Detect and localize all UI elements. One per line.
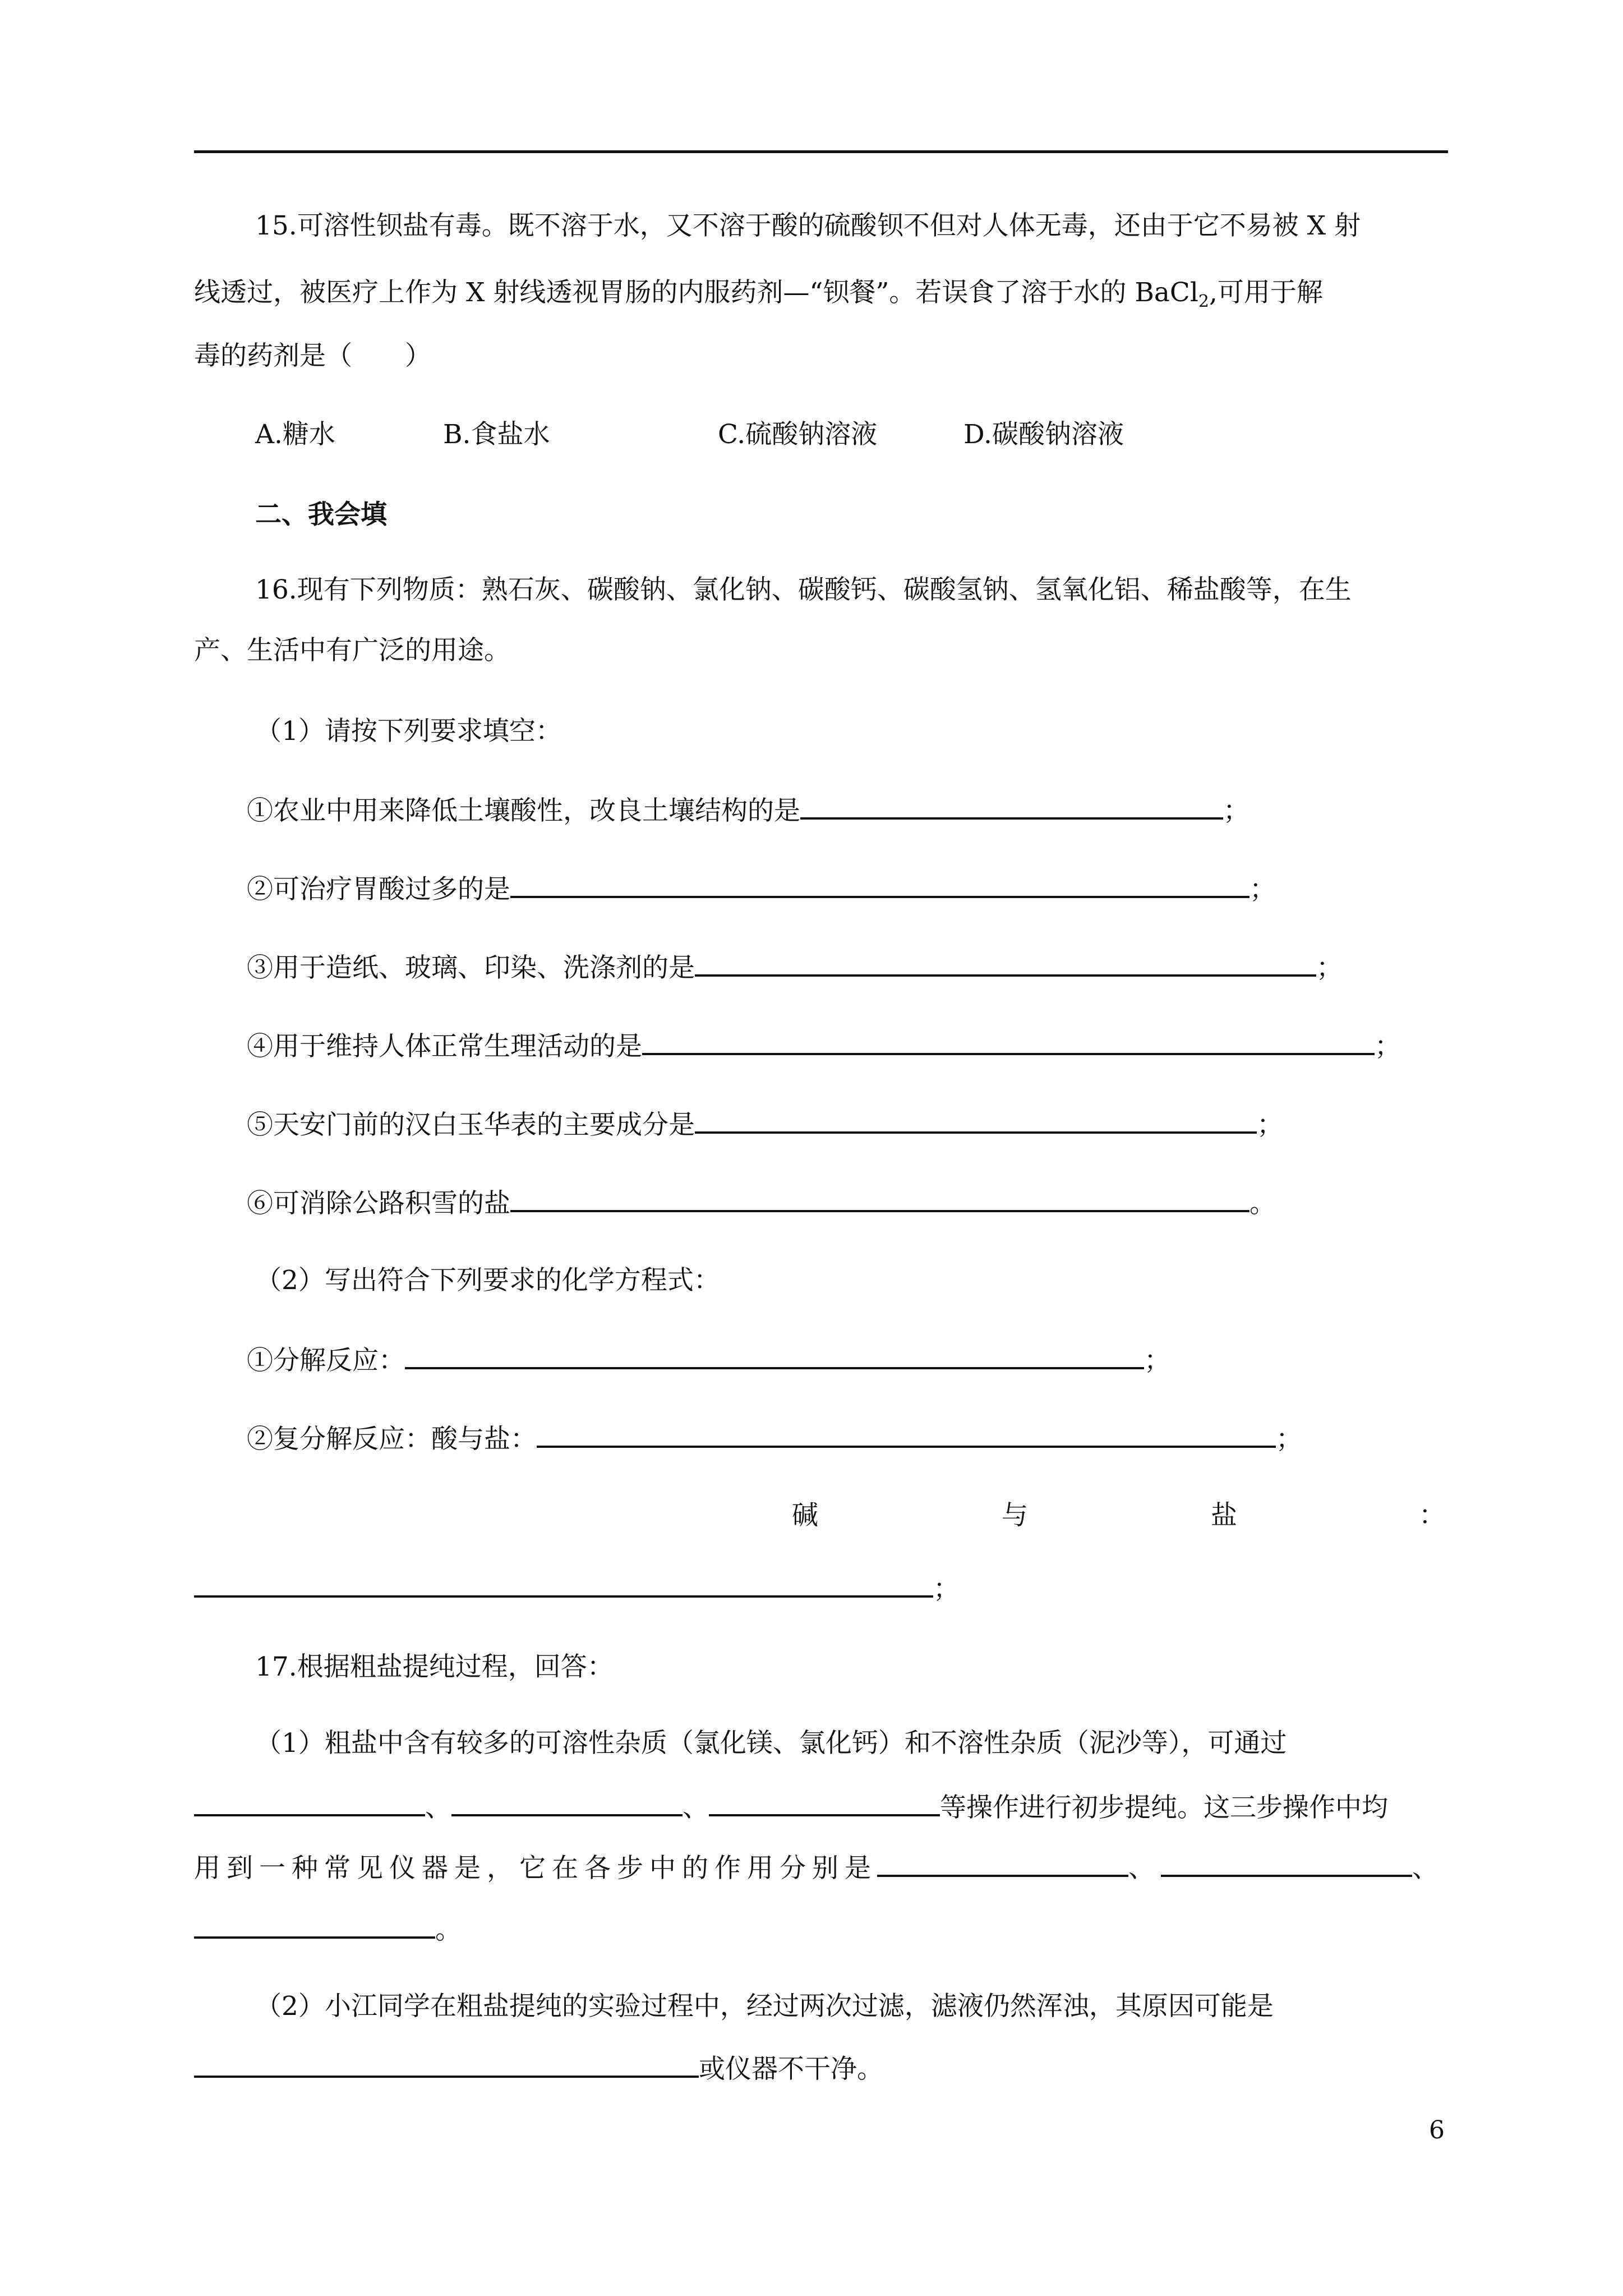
q16-item-4-end: ；: [1375, 1031, 1401, 1062]
q16-eq-3-word-1: 碱: [792, 1500, 818, 1531]
q16-eq-3-end: ；: [933, 1573, 960, 1604]
answer-blank[interactable]: [695, 1107, 1257, 1134]
answer-blank[interactable]: [451, 1789, 683, 1816]
q16-item-3-label: ③用于造纸、玻璃、印染、洗涤剂的是: [247, 953, 695, 983]
q16-eq-1-end: ；: [1144, 1345, 1170, 1376]
q16-line2: 产、生活中有广泛的用途。: [194, 635, 510, 666]
q16-item-3: [247, 950, 1343, 985]
q17-p1-line4-end: 。: [435, 1915, 462, 1945]
header-rule: [194, 150, 1448, 153]
q16-item-6-label: ⑥可消除公路积雪的盐: [247, 1188, 510, 1219]
answer-blank[interactable]: [800, 793, 1223, 820]
answer-blank[interactable]: [537, 1421, 1276, 1448]
q16-item-4: [247, 1028, 1401, 1064]
q16-line1: 16.现有下列物质：熟石灰、碳酸钠、氯化钠、碳酸钙、碳酸氢钠、氢氧化铝、稀盐酸等，在生: [255, 574, 1352, 605]
q17-p1-line2: [194, 1789, 1388, 1825]
answer-blank[interactable]: [405, 1342, 1144, 1369]
answer-blank[interactable]: [194, 1571, 933, 1598]
q16-eq-3-word-3: 盐: [1211, 1500, 1237, 1531]
q17-sep: 、: [1128, 1853, 1161, 1884]
q15-option-c: C.硫酸钠溶液: [718, 419, 878, 450]
q16-item-6: [247, 1185, 1276, 1221]
answer-blank[interactable]: [510, 1185, 1249, 1212]
answer-blank[interactable]: [709, 1789, 940, 1816]
q16-item-5: [247, 1107, 1283, 1142]
q15-line2-tail: ,可用于解: [1209, 277, 1323, 308]
q17-p2-line2: [194, 2051, 883, 2086]
q15-line1: 15.可溶性钡盐有毒。既不溶于水，又不溶于酸的硫酸钡不但对人体无毒，还由于它不易被 X 射: [255, 210, 1361, 241]
q17-sep: 、: [1412, 1853, 1445, 1884]
q16-eq-2-end: ；: [1276, 1424, 1302, 1455]
q16-item-2: [247, 871, 1276, 907]
q16-item-1-label: ①农业中用来降低土壤酸性，改良土壤结构的是: [247, 795, 800, 826]
answer-blank[interactable]: [877, 1850, 1128, 1877]
q16-item-6-end: 。: [1249, 1188, 1276, 1219]
q16-item-1: [247, 793, 1249, 828]
answer-blank[interactable]: [642, 1028, 1375, 1055]
q17-p2-line2-tail: 或仪器不干净。: [699, 2054, 883, 2085]
q17-p2-line1: （2）小江同学在粗盐提纯的实验过程中，经过两次过滤，滤液仍然浑浊，其原因可能是: [255, 1991, 1274, 2022]
q16-eq-1: [247, 1342, 1170, 1378]
q16-eq-3-line: [194, 1571, 960, 1606]
answer-blank[interactable]: [194, 1789, 425, 1816]
q15-option-b: B.食盐水: [443, 419, 550, 450]
q16-item-3-end: ；: [1316, 953, 1343, 983]
page-number: 6: [1429, 2116, 1445, 2145]
q17-p1-line1: （1）粗盐中含有较多的可溶性杂质（氯化镁、氯化钙）和不溶性杂质（泥沙等），可通过: [255, 1728, 1287, 1759]
q17-sep: 、: [425, 1792, 451, 1823]
q15-option-d: D.碳酸钠溶液: [963, 419, 1124, 450]
q17-p1-line3-text: 用到一种常见仪器是，它在各步中的作用分别是: [194, 1853, 877, 1884]
q16-eq-2-label: ②复分解反应：酸与盐：: [247, 1424, 537, 1455]
q15-option-a: A.糖水: [255, 419, 335, 450]
q16-item-2-end: ；: [1249, 874, 1276, 905]
section-title: 二、我会填: [255, 499, 387, 530]
q16-item-4-label: ④用于维持人体正常生理活动的是: [247, 1031, 642, 1062]
q16-item-5-end: ；: [1257, 1110, 1283, 1140]
q17-line1: 17.根据粗盐提纯过程，回答：: [255, 1651, 614, 1682]
q15-line2-text: 线透过，被医疗上作为 X 射线透视胃肠的内服药剂—“钡餐”。若误食了溶于水的 BaCl: [194, 277, 1198, 308]
answer-blank[interactable]: [1161, 1850, 1412, 1877]
answer-blank[interactable]: [510, 871, 1249, 898]
q17-sep: 、: [683, 1792, 709, 1823]
q16-eq-2: [247, 1421, 1302, 1456]
q16-eq-1-label: ①分解反应：: [247, 1345, 405, 1376]
q15-line3: 毒的药剂是（ ）: [194, 341, 431, 371]
q17-p1-line2-tail: 等操作进行初步提纯。这三步操作中均: [940, 1792, 1388, 1823]
answer-blank[interactable]: [194, 1912, 435, 1939]
answer-blank[interactable]: [194, 2051, 699, 2078]
q16-item-2-label: ②可治疗胃酸过多的是: [247, 874, 510, 905]
q16-eq-3-word-2: 与: [1002, 1500, 1028, 1531]
q17-p1-line4: [194, 1912, 462, 1947]
q15-line2: [194, 276, 1323, 319]
q16-part1-title: （1）请按下列要求填空：: [255, 716, 562, 747]
q17-p1-line3: [194, 1850, 1445, 1885]
q16-item-5-label: ⑤天安门前的汉白玉华表的主要成分是: [247, 1110, 695, 1140]
q16-item-1-end: ；: [1223, 795, 1249, 826]
q16-part2-title: （2）写出符合下列要求的化学方程式：: [255, 1265, 720, 1296]
q16-eq-3-word-4: ：: [1419, 1500, 1445, 1531]
answer-blank[interactable]: [695, 950, 1316, 977]
q15-subscript: 2: [1198, 292, 1209, 311]
